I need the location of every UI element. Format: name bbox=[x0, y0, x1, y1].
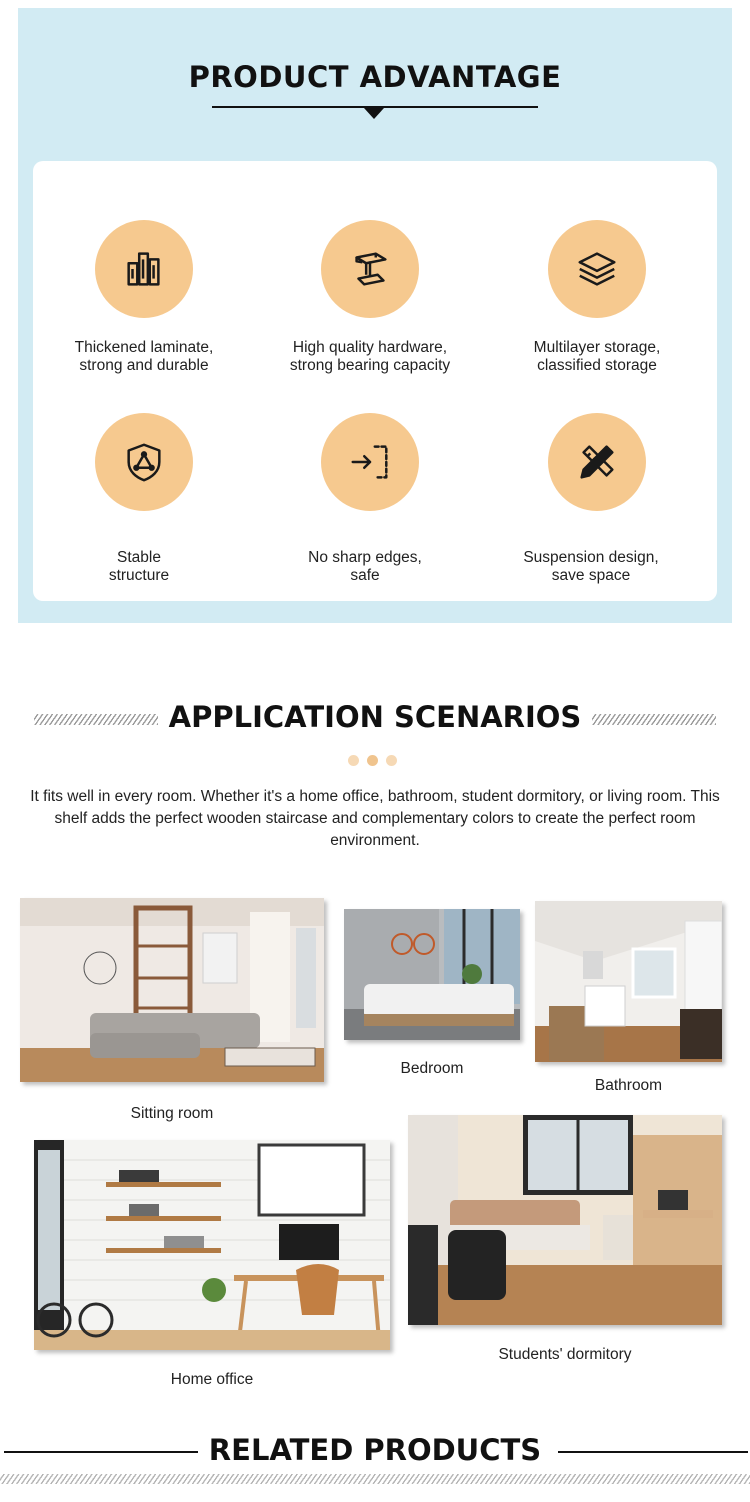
dormitory-photo bbox=[408, 1115, 722, 1325]
arrow-to-edge-icon bbox=[321, 413, 419, 511]
stacked-layers-icon bbox=[548, 220, 646, 318]
title-hatch-right bbox=[592, 714, 716, 725]
feature-text: Suspension design, save space bbox=[523, 549, 659, 584]
pencil-ruler-icon bbox=[548, 413, 646, 511]
feature-text: No sharp edges, safe bbox=[308, 549, 422, 584]
shield-triangle-icon bbox=[95, 413, 193, 511]
decor-dot bbox=[348, 755, 359, 766]
decor-dot bbox=[367, 755, 378, 766]
caption-bathroom: Bathroom bbox=[594, 1077, 663, 1094]
decor-dot bbox=[386, 755, 397, 766]
feature-text: Stable structure bbox=[108, 549, 170, 584]
caption-dormitory: Students' dormitory bbox=[498, 1346, 632, 1363]
related-line-right bbox=[558, 1451, 748, 1453]
feature-text: Thickened laminate, strong and durable bbox=[74, 339, 214, 374]
home-office-photo bbox=[34, 1140, 390, 1350]
related-hatch-strip bbox=[0, 1474, 750, 1484]
bedroom-photo bbox=[344, 909, 520, 1040]
caption-home-office: Home office bbox=[170, 1371, 254, 1388]
advantage-title: PRODUCT ADVANTAGE bbox=[188, 60, 562, 94]
title-down-arrow-icon bbox=[364, 108, 384, 119]
steel-beam-icon bbox=[321, 220, 419, 318]
related-title: RELATED PRODUCTS bbox=[208, 1433, 542, 1467]
scenarios-title: APPLICATION SCENARIOS bbox=[168, 700, 582, 734]
sitting-room-photo bbox=[20, 898, 324, 1082]
caption-sitting-room: Sitting room bbox=[130, 1105, 214, 1122]
caption-bedroom: Bedroom bbox=[400, 1060, 464, 1077]
feature-text: Multilayer storage, classified storage bbox=[533, 339, 661, 374]
bathroom-photo bbox=[535, 901, 722, 1062]
feature-text: High quality hardware, strong bearing capacity bbox=[289, 339, 451, 374]
laminate-boards-icon bbox=[95, 220, 193, 318]
scenarios-description: It fits well in every room. Whether it's a home office, bathroom, student dormitory, or living room. This shelf adds the perfect wooden staircase and complementary colors to create the perfect room environment. bbox=[30, 788, 720, 849]
